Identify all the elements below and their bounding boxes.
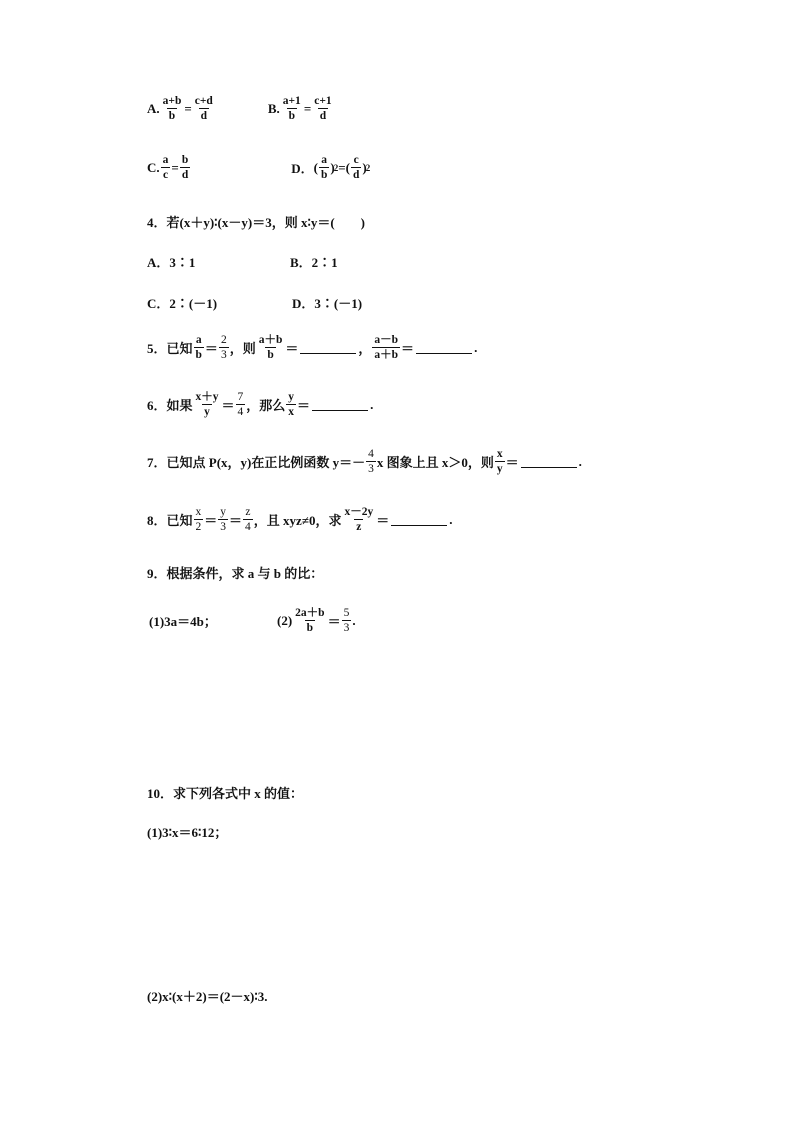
answer-blank[interactable] xyxy=(521,455,577,468)
q9-parts xyxy=(149,607,356,634)
q8: 8．已知 x 2 ＝ y 3 ＝ z 4 ，且 xyz≠0，求 x－2y z ＝ . xyxy=(147,506,453,534)
q3-option-a: A. $\frac{a+b}{b}$ = $\frac{c+d}{d}$ xyxy=(147,95,213,123)
q9-part-1: (1)3a＝4b； xyxy=(149,614,217,630)
q4-options-row-2 xyxy=(147,293,362,312)
fraction: $\frac{a}{c}$ xyxy=(162,154,169,182)
q4-stem: 4．若(x＋y)∶(x－y)＝3，则 x∶y＝( ) xyxy=(147,215,365,230)
q6: 6．如果 x＋y y ＝ 7 4 ，那么 y x ＝ . xyxy=(147,391,374,419)
q3-options-row-2 xyxy=(147,154,370,181)
answer-blank[interactable] xyxy=(391,513,447,526)
q3-option-d: D． ( a b ) 2 = ( c d ) 2 xyxy=(291,154,371,182)
q10-part-1: (1)3∶x＝6∶12； xyxy=(147,825,228,840)
q4-option-b: B．2∶1 xyxy=(290,255,338,270)
fraction: a＋b b xyxy=(258,334,283,362)
fraction: c d xyxy=(352,154,360,182)
fraction: $\frac{a+1}{b}$ xyxy=(282,95,301,123)
fraction: y x xyxy=(288,391,295,419)
answer-blank[interactable] xyxy=(416,341,472,354)
fraction: x－2y z xyxy=(344,506,374,534)
fraction: 5 3 xyxy=(343,607,350,635)
fraction: a b xyxy=(195,334,202,362)
answer-blank[interactable] xyxy=(300,341,356,354)
q4-options-row-1 xyxy=(147,252,338,271)
q3-options-row-1 xyxy=(147,95,335,122)
q3-option-b: B. $\frac{a+1}{b}$ = $\frac{c+1}{d}$ xyxy=(267,95,332,123)
fraction: a－b a＋b xyxy=(374,334,399,362)
fraction: $\frac{c+1}{d}$ xyxy=(314,95,332,123)
q4-option-d: D．3∶(－1) xyxy=(292,296,363,311)
fraction: x 2 xyxy=(195,506,202,534)
fraction: a b xyxy=(320,154,328,182)
fraction: x＋y y xyxy=(195,391,219,419)
fraction: z 4 xyxy=(245,506,251,534)
q9-part-2: (2) 2a＋b b ＝ 5 3 . xyxy=(277,607,356,635)
q3-option-c: C. $\frac{a}{c}$ = $\frac{b}{d}$ xyxy=(147,154,189,182)
fraction: 4 3 xyxy=(368,448,374,476)
q4-option-a: A．3∶1 xyxy=(147,255,196,270)
q10-part-2: (2)x∶(x＋2)＝(2－x)∶3. xyxy=(147,989,268,1004)
fraction: 2a＋b b xyxy=(295,607,325,635)
q9-stem: 9．根据条件，求 a 与 b 的比： xyxy=(147,566,324,581)
q4-option-c: C．2∶(－1) xyxy=(147,296,218,311)
fraction: $\frac{a+b}{b}$ xyxy=(162,95,182,123)
fraction: y 3 xyxy=(220,506,227,534)
fraction: 2 3 xyxy=(220,334,227,362)
q10-stem: 10．求下列各式中 x 的值： xyxy=(147,786,304,801)
fraction: x y xyxy=(496,448,503,476)
fraction: $\frac{c+d}{d}$ xyxy=(194,95,213,123)
fraction: 7 4 xyxy=(237,391,244,419)
q5: 5．已知 a b ＝ 2 3 ，则 a＋b b ＝ ， a－b a＋b ＝ . xyxy=(147,334,478,362)
answer-blank[interactable] xyxy=(312,398,368,411)
fraction: $\frac{b}{d}$ xyxy=(181,154,189,182)
q7: 7．已知点 P(x，y)在正比例函数 y＝－ 4 3 x 图象上且 x＞0，则 x y ＝ . xyxy=(147,448,582,476)
